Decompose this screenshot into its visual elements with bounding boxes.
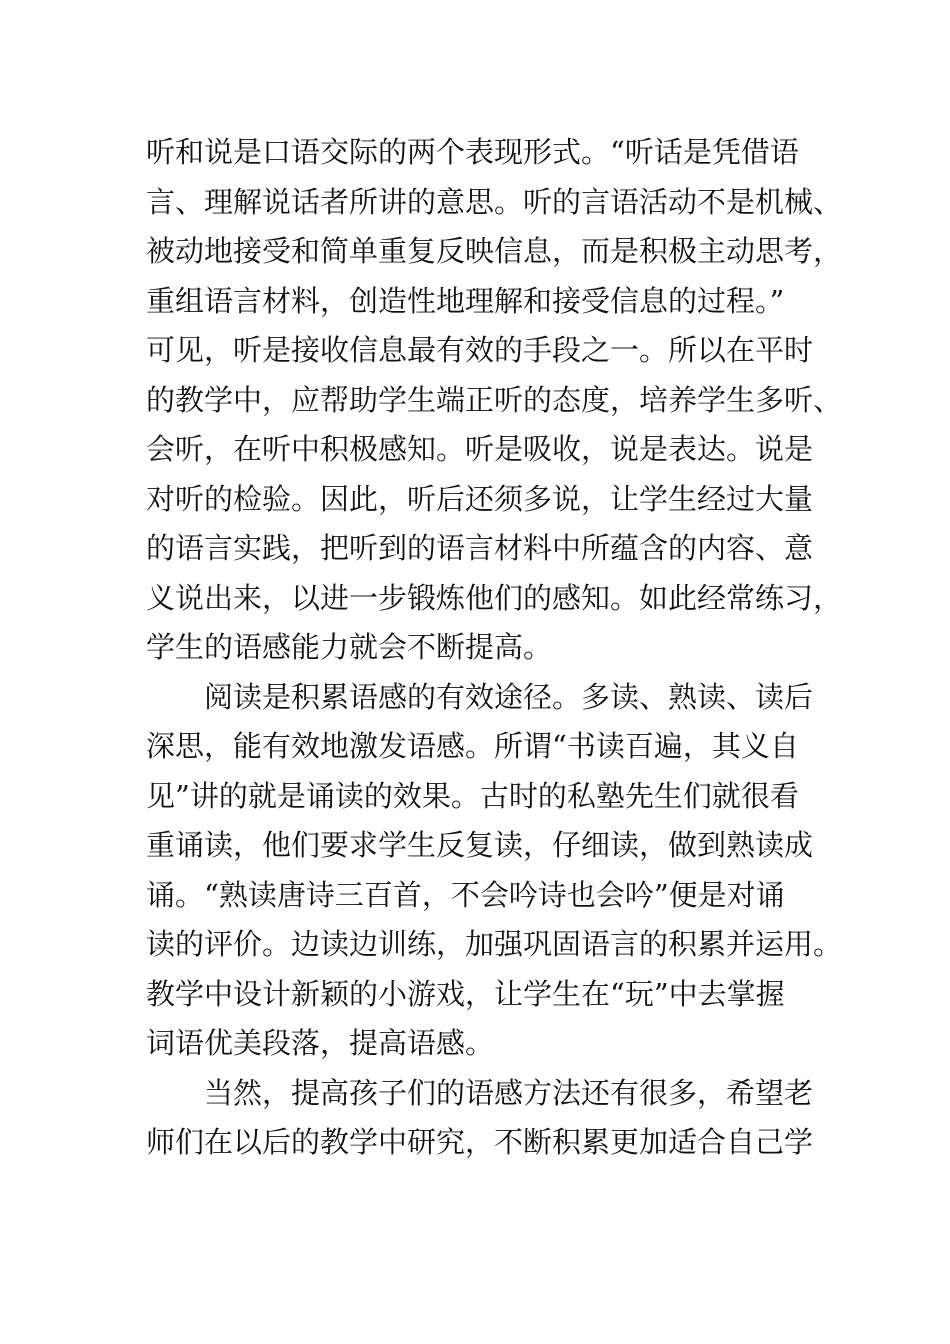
text-line: 读的评价。边读边训练，加强巩固语言的积累并运用。	[146, 927, 843, 961]
text-line: 学生的语感能力就会不断提高。	[146, 630, 553, 664]
text-line: 会听，在听中积极感知。听是吸收，说是表达。说是	[146, 432, 814, 466]
text-line: 重组语言材料，创造性地理解和接受信息的过程。”	[146, 283, 785, 318]
text-line: 义说出来，以进一步锻炼他们的感知。如此经常练习，	[146, 580, 843, 615]
text-line: 当然，提高孩子们的语感方法还有很多，希望老	[146, 1075, 814, 1110]
text-line: 的教学中，应帮助学生端正听的态度，培养学生多听、	[146, 382, 843, 417]
text-line: 听和说是口语交际的两个表现形式。“听话是凭借语	[146, 135, 799, 169]
text-line: 诵。“熟读唐诗三百首，不会吟诗也会吟”便是对诵	[146, 877, 785, 912]
text-line: 教学中设计新颖的小游戏，让学生在“玩”中去掌握	[146, 976, 785, 1011]
text-line: 词语优美段落，提高语感。	[146, 1026, 495, 1060]
text-line: 被动地接受和简单重复反映信息，而是积极主动思考，	[146, 234, 843, 268]
text-line: 深思，能有效地激发语感。所谓“书读百遍，其义自	[146, 729, 799, 763]
text-line: 可见，听是接收信息最有效的手段之一。所以在平时	[146, 333, 814, 367]
text-line: 的语言实践，把听到的语言材料中所蕴含的内容、意	[146, 531, 814, 565]
text-line: 对听的检验。因此，听后还须多说，让学生经过大量	[146, 481, 814, 516]
text-line: 师们在以后的教学中研究，不断积累更加适合自己学	[146, 1125, 814, 1159]
text-line: 言、理解说话者所讲的意思。听的言语活动不是机械、	[146, 184, 843, 219]
text-line: 重诵读，他们要求学生反复读，仔细读，做到熟读成	[146, 828, 814, 862]
body-text	[146, 128, 846, 1168]
text-line: 见”讲的就是诵读的效果。古时的私塾先生们就很看	[146, 778, 799, 813]
text-line: 阅读是积累语感的有效途径。多读、熟读、读后	[146, 679, 814, 714]
